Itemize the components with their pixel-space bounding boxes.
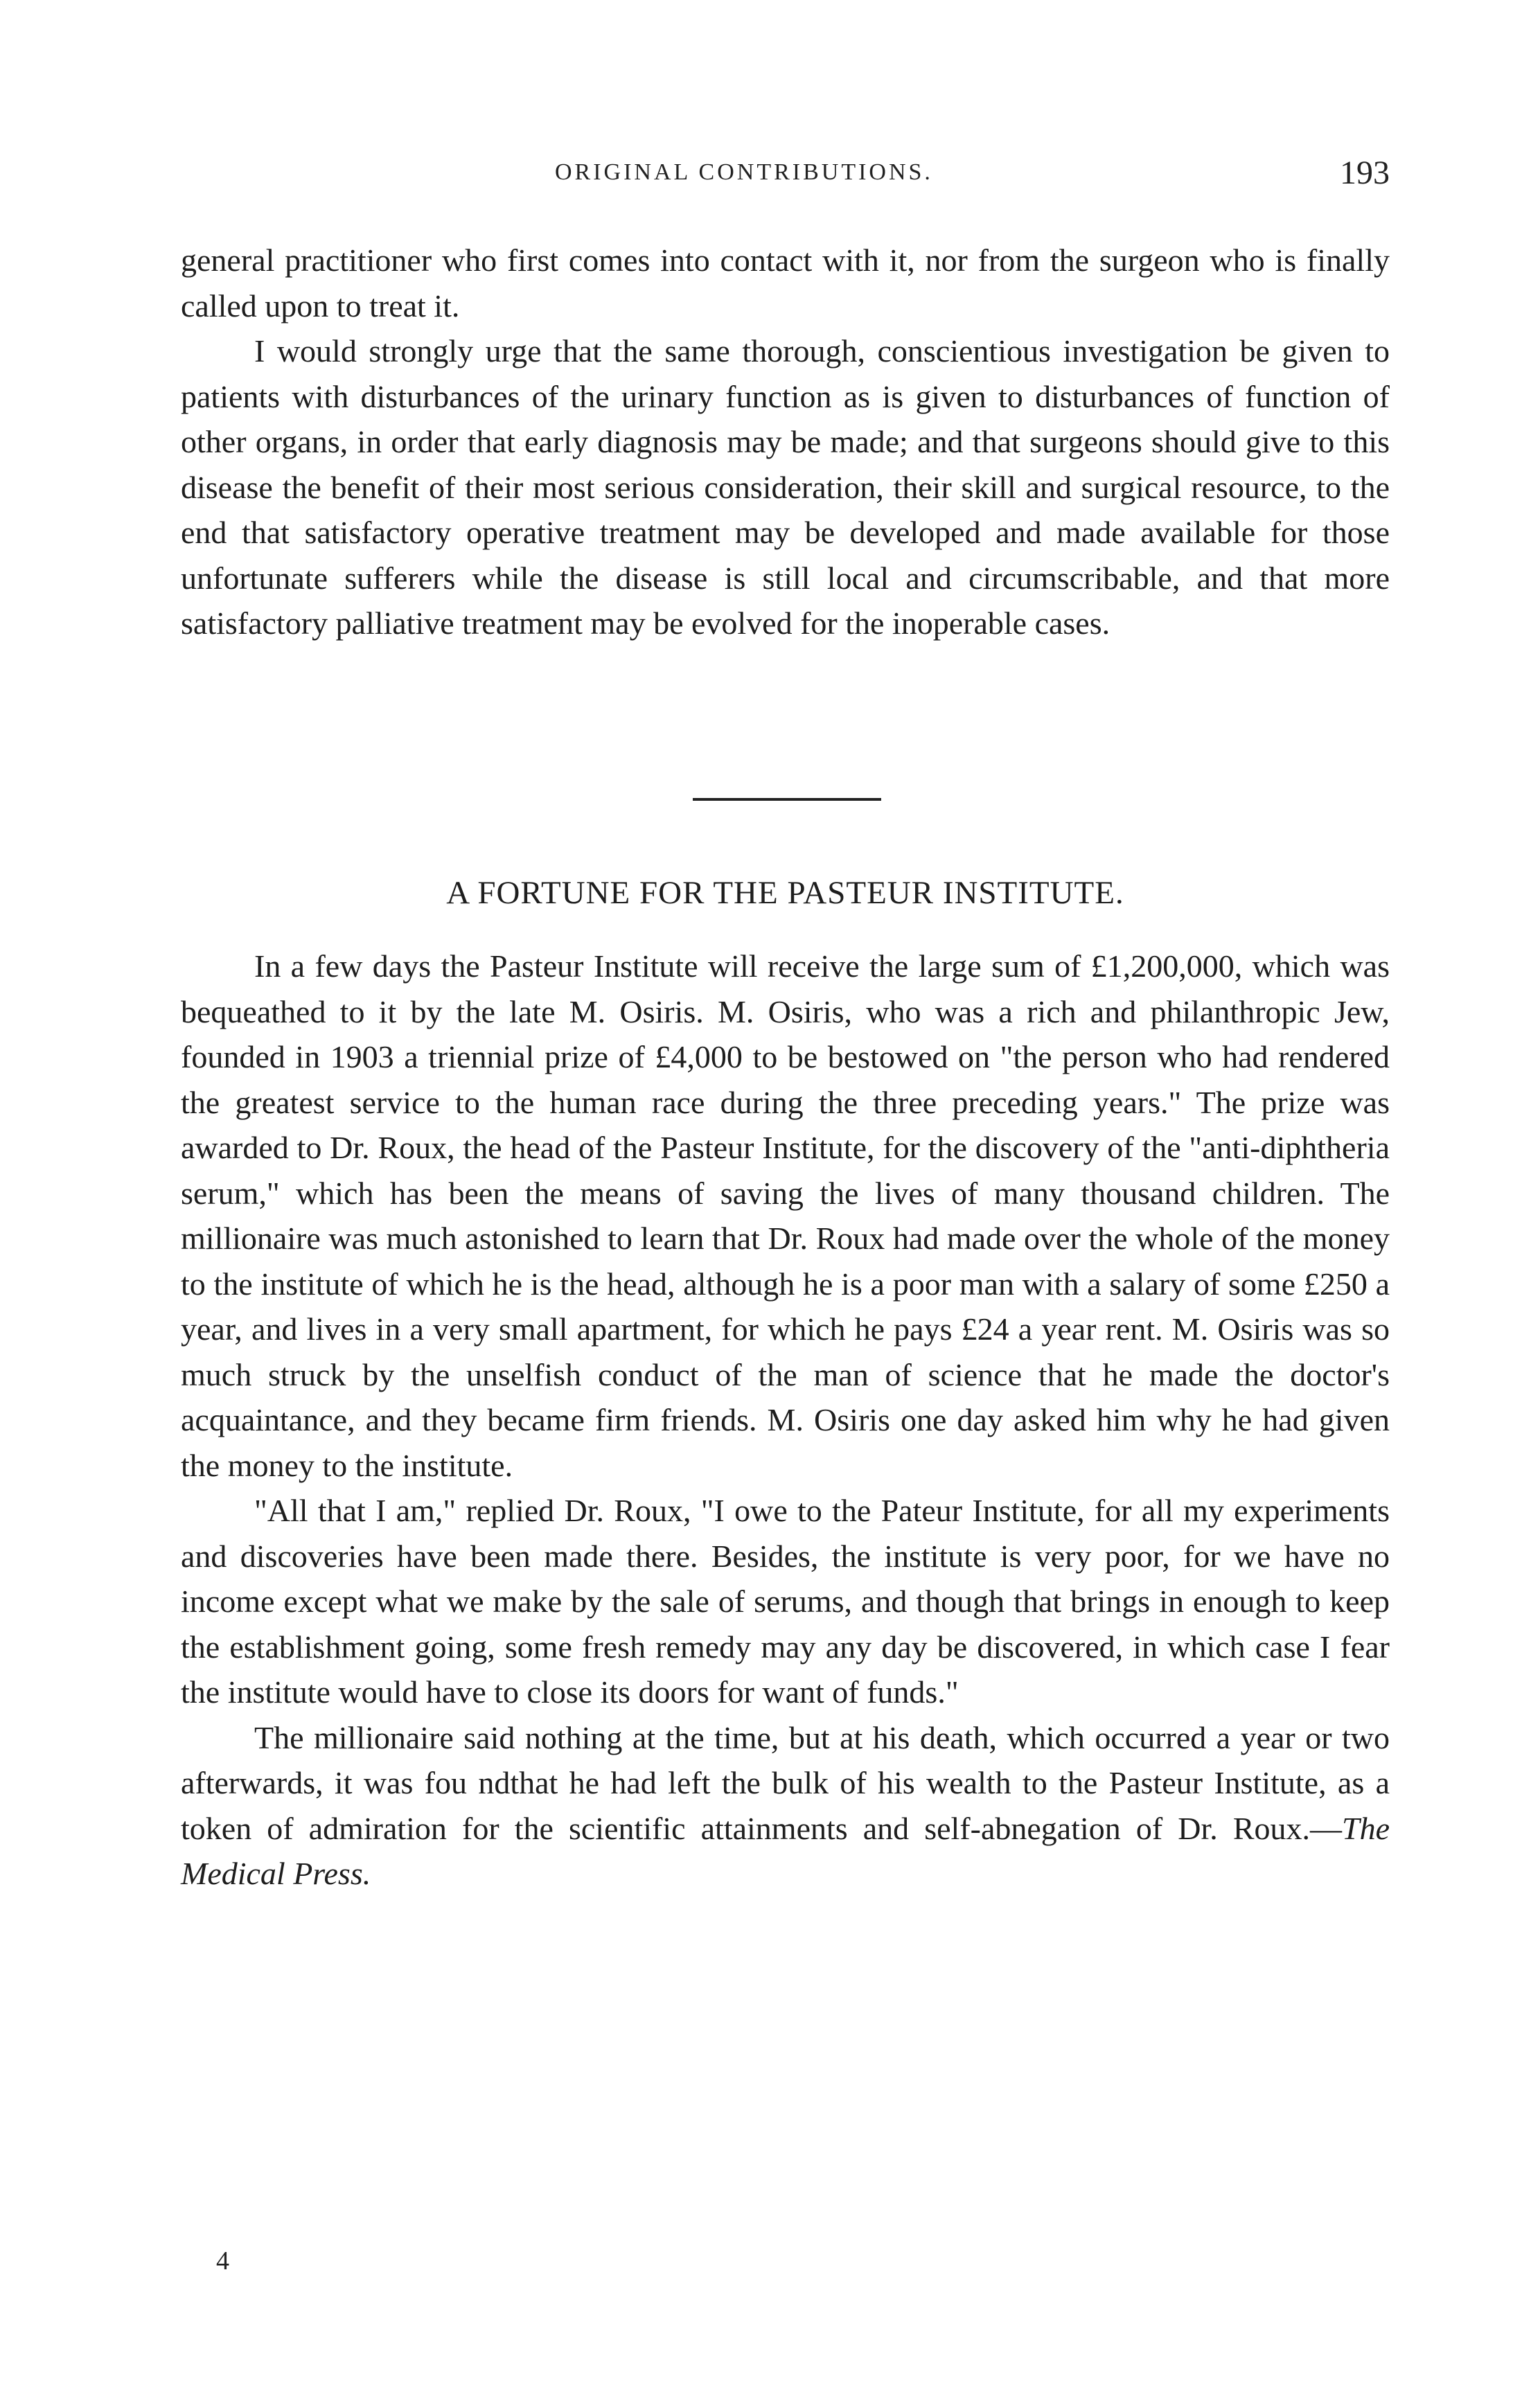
source-citation: The Medical Press. xyxy=(181,1810,1390,1891)
paragraph: general practitioner who first comes into contact with it, nor from the surgeon who is finally called upon to treat it. xyxy=(181,242,1390,323)
paragraph-text: The millionaire said nothing at the time, but at his death, which occurred a year or two afterwards, it was fou ndthat he had left the bulk of his wealth to the Pasteur Institute, as a token of admiration for the scientific attainments and self-abnegation of Dr. Roux.— xyxy=(181,1719,1390,1846)
running-title: ORIGINAL CONTRIBUTIONS. xyxy=(555,159,933,185)
page-number: 193 xyxy=(1340,154,1390,191)
paragraph: I would strongly urge that the same thorough, conscientious investigation be given to patients with disturbances of the urinary function as is given to disturbances of function of other organs, in order that early diagnosis may be made; and that surgeons should give to this disease the benefit of their most serious consideration, their skill and surgical resource, to the end that satisfactory operative treatment may be developed and made available for those unfortunate sufferers while the disease is still local and circumscribable, and that more satisfactory palliative treatment may be evolved for the inoperable cases. xyxy=(181,333,1390,641)
paragraph: "All that I am," replied Dr. Roux, "I owe to the Pateur Institute, for all my experiments and discoveries have been made there. Besides, the institute is very poor, for we have no income except what we make by the sale of serums, and though that brings in enough to keep the establishment going, some fresh remedy may any day be discovered, in which case I fear the institute would have to close its doors for want of funds." xyxy=(181,1493,1390,1710)
paragraph xyxy=(181,1715,1390,1897)
signature-mark: 4 xyxy=(216,2246,229,2276)
previous-article-ending xyxy=(181,238,1390,646)
paragraph: In a few days the Pasteur Institute will receive the large sum of £1,200,000, which was bequeathed to it by the late M. Osiris. M. Osiris, who was a rich and philanthropic Jew, founded in 1903 a triennial prize of £4,000 to be bestowed on "the person who had rendered the greatest service to the human race during the three preceding years." The prize was awarded to Dr. Roux, the head of the Pasteur Institute, for the discovery of the "anti-diphtheria serum," which has been the means of saving the lives of many thousand children. The millionaire was much astonished to learn that Dr. Roux had made over the whole of the money to the institute of which he is the head, although he is a poor man with a salary of some £250 a year, and lives in a very small apartment, for which he pays £24 a year rent. M. Osiris was so much struck by the unselfish conduct of the man of science that he made the doctor's acquaintance, and they became firm friends. M. Osiris one day asked him why he had given the money to the institute. xyxy=(181,948,1390,1483)
running-head xyxy=(181,154,1390,195)
article-body xyxy=(181,943,1390,1897)
section-divider xyxy=(693,798,881,801)
article-title: A FORTUNE FOR THE PASTEUR INSTITUTE. xyxy=(446,875,1124,911)
